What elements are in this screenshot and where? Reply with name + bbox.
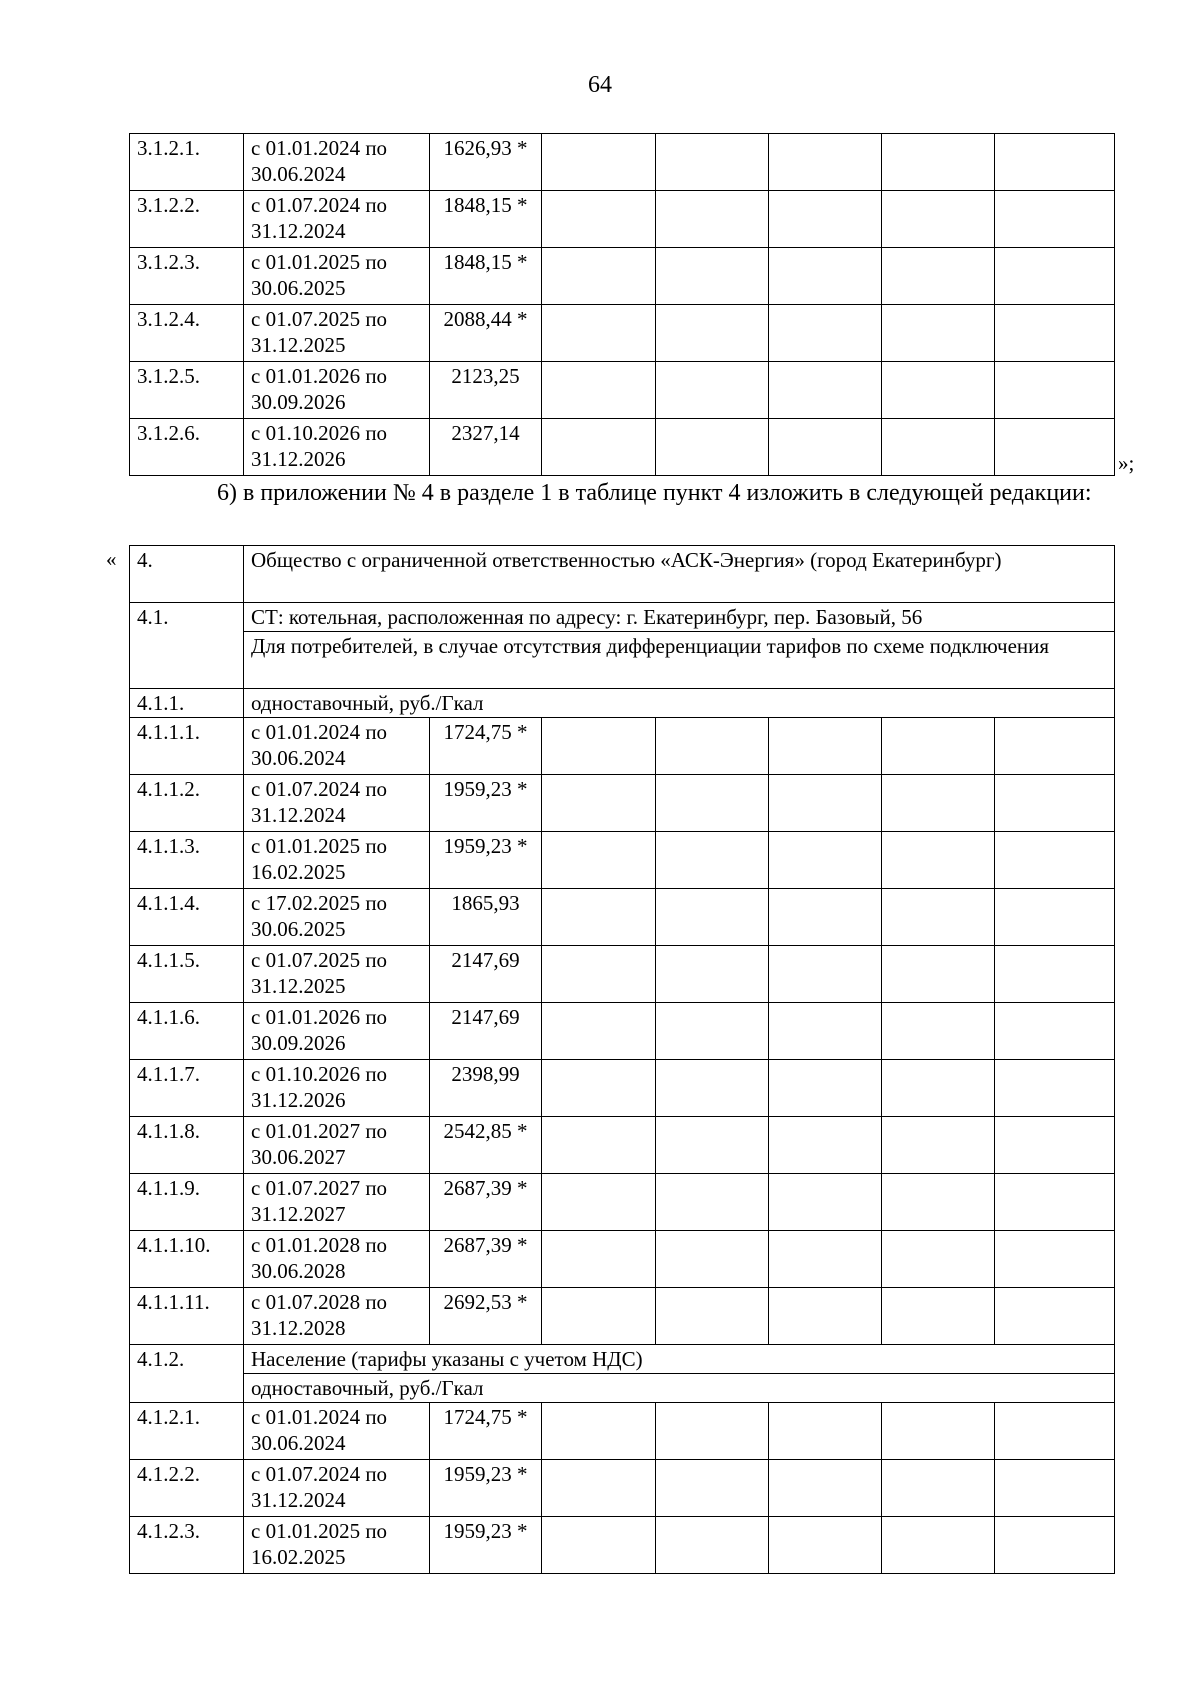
row-period: с 01.10.2026 по 31.12.2026 xyxy=(244,1060,430,1117)
empty-cell xyxy=(769,1231,882,1288)
row-period: с 01.01.2028 по 30.06.2028 xyxy=(244,1231,430,1288)
row-code: 4.1.1.9. xyxy=(130,1174,244,1231)
group1-header-row xyxy=(130,689,1115,718)
empty-cell xyxy=(656,889,769,946)
population-code: 4.1.2. xyxy=(130,1345,244,1403)
empty-cell xyxy=(882,1117,995,1174)
group1-label: одноставочный, руб./Гкал xyxy=(244,689,1115,718)
row-period: с 17.02.2025 по 30.06.2025 xyxy=(244,889,430,946)
row-code: 3.1.2.4. xyxy=(130,305,244,362)
tariff-row xyxy=(130,1174,1115,1231)
row-tariff-value: 2692,53 * xyxy=(430,1288,542,1345)
row-code: 3.1.2.1. xyxy=(130,134,244,191)
row-code: 4.1.1.6. xyxy=(130,1003,244,1060)
empty-cell xyxy=(542,1288,656,1345)
row-code: 4.1.1.2. xyxy=(130,775,244,832)
empty-cell xyxy=(882,946,995,1003)
population-rate-row xyxy=(130,1374,1115,1403)
empty-cell xyxy=(995,1517,1115,1574)
empty-cell xyxy=(656,832,769,889)
row-tariff-value: 1959,23 * xyxy=(430,775,542,832)
row-period: с 01.01.2026 по 30.09.2026 xyxy=(244,362,430,419)
empty-cell xyxy=(995,1231,1115,1288)
empty-cell xyxy=(769,1117,882,1174)
empty-cell xyxy=(995,1460,1115,1517)
row-tariff-value: 1724,75 * xyxy=(430,718,542,775)
empty-cell xyxy=(882,362,995,419)
closing-quote-mark: »; xyxy=(1118,451,1135,475)
empty-cell xyxy=(542,191,656,248)
empty-cell xyxy=(882,775,995,832)
row-period: с 01.07.2027 по 31.12.2027 xyxy=(244,1174,430,1231)
tariff-row xyxy=(130,889,1115,946)
empty-cell xyxy=(656,305,769,362)
empty-cell xyxy=(769,362,882,419)
org-name: Общество с ограниченной ответственностью «АСК-Энергия» (город Екатеринбург) xyxy=(244,546,1115,603)
empty-cell xyxy=(542,1517,656,1574)
row-tariff-value: 2398,99 xyxy=(430,1060,542,1117)
empty-cell xyxy=(656,1460,769,1517)
row-tariff-value: 2327,14 xyxy=(430,419,542,476)
empty-cell xyxy=(769,832,882,889)
empty-cell xyxy=(882,1517,995,1574)
empty-cell xyxy=(542,1174,656,1231)
empty-cell xyxy=(542,134,656,191)
empty-cell xyxy=(542,1060,656,1117)
empty-cell xyxy=(656,134,769,191)
empty-cell xyxy=(995,191,1115,248)
empty-cell xyxy=(769,1174,882,1231)
empty-cell xyxy=(995,248,1115,305)
empty-cell xyxy=(542,832,656,889)
empty-cell xyxy=(769,1288,882,1345)
tariff-row xyxy=(130,1003,1115,1060)
row-code: 3.1.2.2. xyxy=(130,191,244,248)
row-period: с 01.01.2024 по 30.06.2024 xyxy=(244,718,430,775)
empty-cell xyxy=(882,718,995,775)
empty-cell xyxy=(542,305,656,362)
row-period: с 01.01.2024 по 30.06.2024 xyxy=(244,1403,430,1460)
tariff-row xyxy=(130,419,1115,476)
empty-cell xyxy=(542,1117,656,1174)
empty-cell xyxy=(656,1288,769,1345)
empty-cell xyxy=(542,889,656,946)
empty-cell xyxy=(769,419,882,476)
source-name: СТ: котельная, расположенная по адресу: г. Екатеринбург, пер. Базовый, 56 xyxy=(244,603,1115,632)
empty-cell xyxy=(882,832,995,889)
empty-cell xyxy=(769,1460,882,1517)
page-number: 64 xyxy=(588,72,612,98)
empty-cell xyxy=(769,248,882,305)
tariff-row xyxy=(130,718,1115,775)
row-period: с 01.07.2024 по 31.12.2024 xyxy=(244,1460,430,1517)
group1-code: 4.1.1. xyxy=(130,689,244,718)
empty-cell xyxy=(656,1060,769,1117)
row-code: 4.1.1.11. xyxy=(130,1288,244,1345)
amendment-instruction: 6) в приложении № 4 в разделе 1 в таблице пункт 4 изложить в следующей редакции: xyxy=(217,480,1092,506)
empty-cell xyxy=(995,419,1115,476)
row-code: 4.1.1.3. xyxy=(130,832,244,889)
row-tariff-value: 1724,75 * xyxy=(430,1403,542,1460)
row-period: с 01.07.2028 по 31.12.2028 xyxy=(244,1288,430,1345)
empty-cell xyxy=(882,191,995,248)
empty-cell xyxy=(542,248,656,305)
empty-cell xyxy=(542,775,656,832)
consumer-note: Для потребителей, в случае отсутствия дифференциации тарифов по схеме подключения xyxy=(244,632,1115,689)
empty-cell xyxy=(882,248,995,305)
row-tariff-value: 1626,93 * xyxy=(430,134,542,191)
row-code: 4.1.1.4. xyxy=(130,889,244,946)
row-tariff-value: 1959,23 * xyxy=(430,1517,542,1574)
row-period: с 01.01.2025 по 16.02.2025 xyxy=(244,1517,430,1574)
row-period: с 01.01.2025 по 30.06.2025 xyxy=(244,248,430,305)
row-period: с 01.01.2026 по 30.09.2026 xyxy=(244,1003,430,1060)
row-code: 4.1.1.7. xyxy=(130,1060,244,1117)
row-tariff-value: 2088,44 * xyxy=(430,305,542,362)
empty-cell xyxy=(769,1403,882,1460)
source-row xyxy=(130,603,1115,632)
empty-cell xyxy=(656,1517,769,1574)
tariff-row xyxy=(130,1517,1115,1574)
row-period: с 01.10.2026 по 31.12.2026 xyxy=(244,419,430,476)
empty-cell xyxy=(542,718,656,775)
tariff-row xyxy=(130,305,1115,362)
tariff-row xyxy=(130,946,1115,1003)
empty-cell xyxy=(995,1403,1115,1460)
tariff-table-section-3 xyxy=(129,133,1115,476)
empty-cell xyxy=(995,1060,1115,1117)
empty-cell xyxy=(656,1403,769,1460)
empty-cell xyxy=(656,191,769,248)
empty-cell xyxy=(656,1231,769,1288)
empty-cell xyxy=(769,889,882,946)
tariff-row xyxy=(130,1231,1115,1288)
empty-cell xyxy=(656,1117,769,1174)
tariff-row xyxy=(130,362,1115,419)
empty-cell xyxy=(542,419,656,476)
row-code: 4.1.1.5. xyxy=(130,946,244,1003)
empty-cell xyxy=(882,1174,995,1231)
empty-cell xyxy=(542,362,656,419)
row-code: 3.1.2.3. xyxy=(130,248,244,305)
row-tariff-value: 2123,25 xyxy=(430,362,542,419)
row-code: 4.1.2.2. xyxy=(130,1460,244,1517)
empty-cell xyxy=(656,419,769,476)
row-tariff-value: 1865,93 xyxy=(430,889,542,946)
empty-cell xyxy=(542,1460,656,1517)
row-tariff-value: 2687,39 * xyxy=(430,1231,542,1288)
empty-cell xyxy=(995,305,1115,362)
empty-cell xyxy=(656,1174,769,1231)
row-code: 4.1.1.8. xyxy=(130,1117,244,1174)
empty-cell xyxy=(656,248,769,305)
tariff-row xyxy=(130,1117,1115,1174)
empty-cell xyxy=(995,134,1115,191)
row-code: 3.1.2.5. xyxy=(130,362,244,419)
empty-cell xyxy=(882,1460,995,1517)
tariff-row xyxy=(130,248,1115,305)
empty-cell xyxy=(656,1003,769,1060)
empty-cell xyxy=(995,1174,1115,1231)
row-period: с 01.07.2025 по 31.12.2025 xyxy=(244,305,430,362)
empty-cell xyxy=(542,1003,656,1060)
tariff-row xyxy=(130,1403,1115,1460)
org-code: 4. xyxy=(130,546,244,603)
row-period: с 01.07.2025 по 31.12.2025 xyxy=(244,946,430,1003)
tariff-row xyxy=(130,134,1115,191)
empty-cell xyxy=(769,946,882,1003)
empty-cell xyxy=(769,775,882,832)
row-period: с 01.01.2027 по 30.06.2027 xyxy=(244,1117,430,1174)
row-tariff-value: 1848,15 * xyxy=(430,191,542,248)
empty-cell xyxy=(882,305,995,362)
empty-cell xyxy=(995,832,1115,889)
empty-cell xyxy=(769,191,882,248)
empty-cell xyxy=(656,946,769,1003)
empty-cell xyxy=(995,1117,1115,1174)
org-row xyxy=(130,546,1115,603)
tariff-row xyxy=(130,775,1115,832)
row-tariff-value: 2147,69 xyxy=(430,1003,542,1060)
row-code: 4.1.2.1. xyxy=(130,1403,244,1460)
tariff-table-item-4 xyxy=(129,545,1115,1574)
empty-cell xyxy=(882,1231,995,1288)
population-row xyxy=(130,1345,1115,1374)
row-code: 4.1.2.3. xyxy=(130,1517,244,1574)
empty-cell xyxy=(882,134,995,191)
consumer-note-row xyxy=(130,632,1115,689)
empty-cell xyxy=(542,1231,656,1288)
empty-cell xyxy=(882,1003,995,1060)
empty-cell xyxy=(995,775,1115,832)
empty-cell xyxy=(769,1517,882,1574)
row-tariff-value: 1848,15 * xyxy=(430,248,542,305)
row-code: 4.1.1.10. xyxy=(130,1231,244,1288)
tariff-row xyxy=(130,1288,1115,1345)
empty-cell xyxy=(542,946,656,1003)
empty-cell xyxy=(769,305,882,362)
empty-cell xyxy=(769,1003,882,1060)
opening-quote-mark: « xyxy=(106,547,117,571)
row-period: с 01.07.2024 по 31.12.2024 xyxy=(244,191,430,248)
row-period: с 01.07.2024 по 31.12.2024 xyxy=(244,775,430,832)
empty-cell xyxy=(882,1060,995,1117)
empty-cell xyxy=(995,946,1115,1003)
empty-cell xyxy=(769,1060,882,1117)
population-rate-label: одноставочный, руб./Гкал xyxy=(244,1374,1115,1403)
empty-cell xyxy=(769,718,882,775)
tariff-row xyxy=(130,1060,1115,1117)
empty-cell xyxy=(882,1288,995,1345)
empty-cell xyxy=(656,775,769,832)
row-tariff-value: 2687,39 * xyxy=(430,1174,542,1231)
empty-cell xyxy=(995,718,1115,775)
population-label: Население (тарифы указаны с учетом НДС) xyxy=(244,1345,1115,1374)
tariff-row xyxy=(130,832,1115,889)
empty-cell xyxy=(882,889,995,946)
empty-cell xyxy=(656,718,769,775)
row-period: с 01.01.2024 по 30.06.2024 xyxy=(244,134,430,191)
empty-cell xyxy=(542,1403,656,1460)
row-tariff-value: 2542,85 * xyxy=(430,1117,542,1174)
row-tariff-value: 1959,23 * xyxy=(430,832,542,889)
row-code: 3.1.2.6. xyxy=(130,419,244,476)
empty-cell xyxy=(995,1288,1115,1345)
empty-cell xyxy=(882,1403,995,1460)
empty-cell xyxy=(882,419,995,476)
source-code: 4.1. xyxy=(130,603,244,689)
tariff-row xyxy=(130,1460,1115,1517)
row-code: 4.1.1.1. xyxy=(130,718,244,775)
row-tariff-value: 1959,23 * xyxy=(430,1460,542,1517)
row-period: с 01.01.2025 по 16.02.2025 xyxy=(244,832,430,889)
empty-cell xyxy=(995,889,1115,946)
empty-cell xyxy=(769,134,882,191)
empty-cell xyxy=(656,362,769,419)
empty-cell xyxy=(995,362,1115,419)
tariff-row xyxy=(130,191,1115,248)
row-tariff-value: 2147,69 xyxy=(430,946,542,1003)
empty-cell xyxy=(995,1003,1115,1060)
